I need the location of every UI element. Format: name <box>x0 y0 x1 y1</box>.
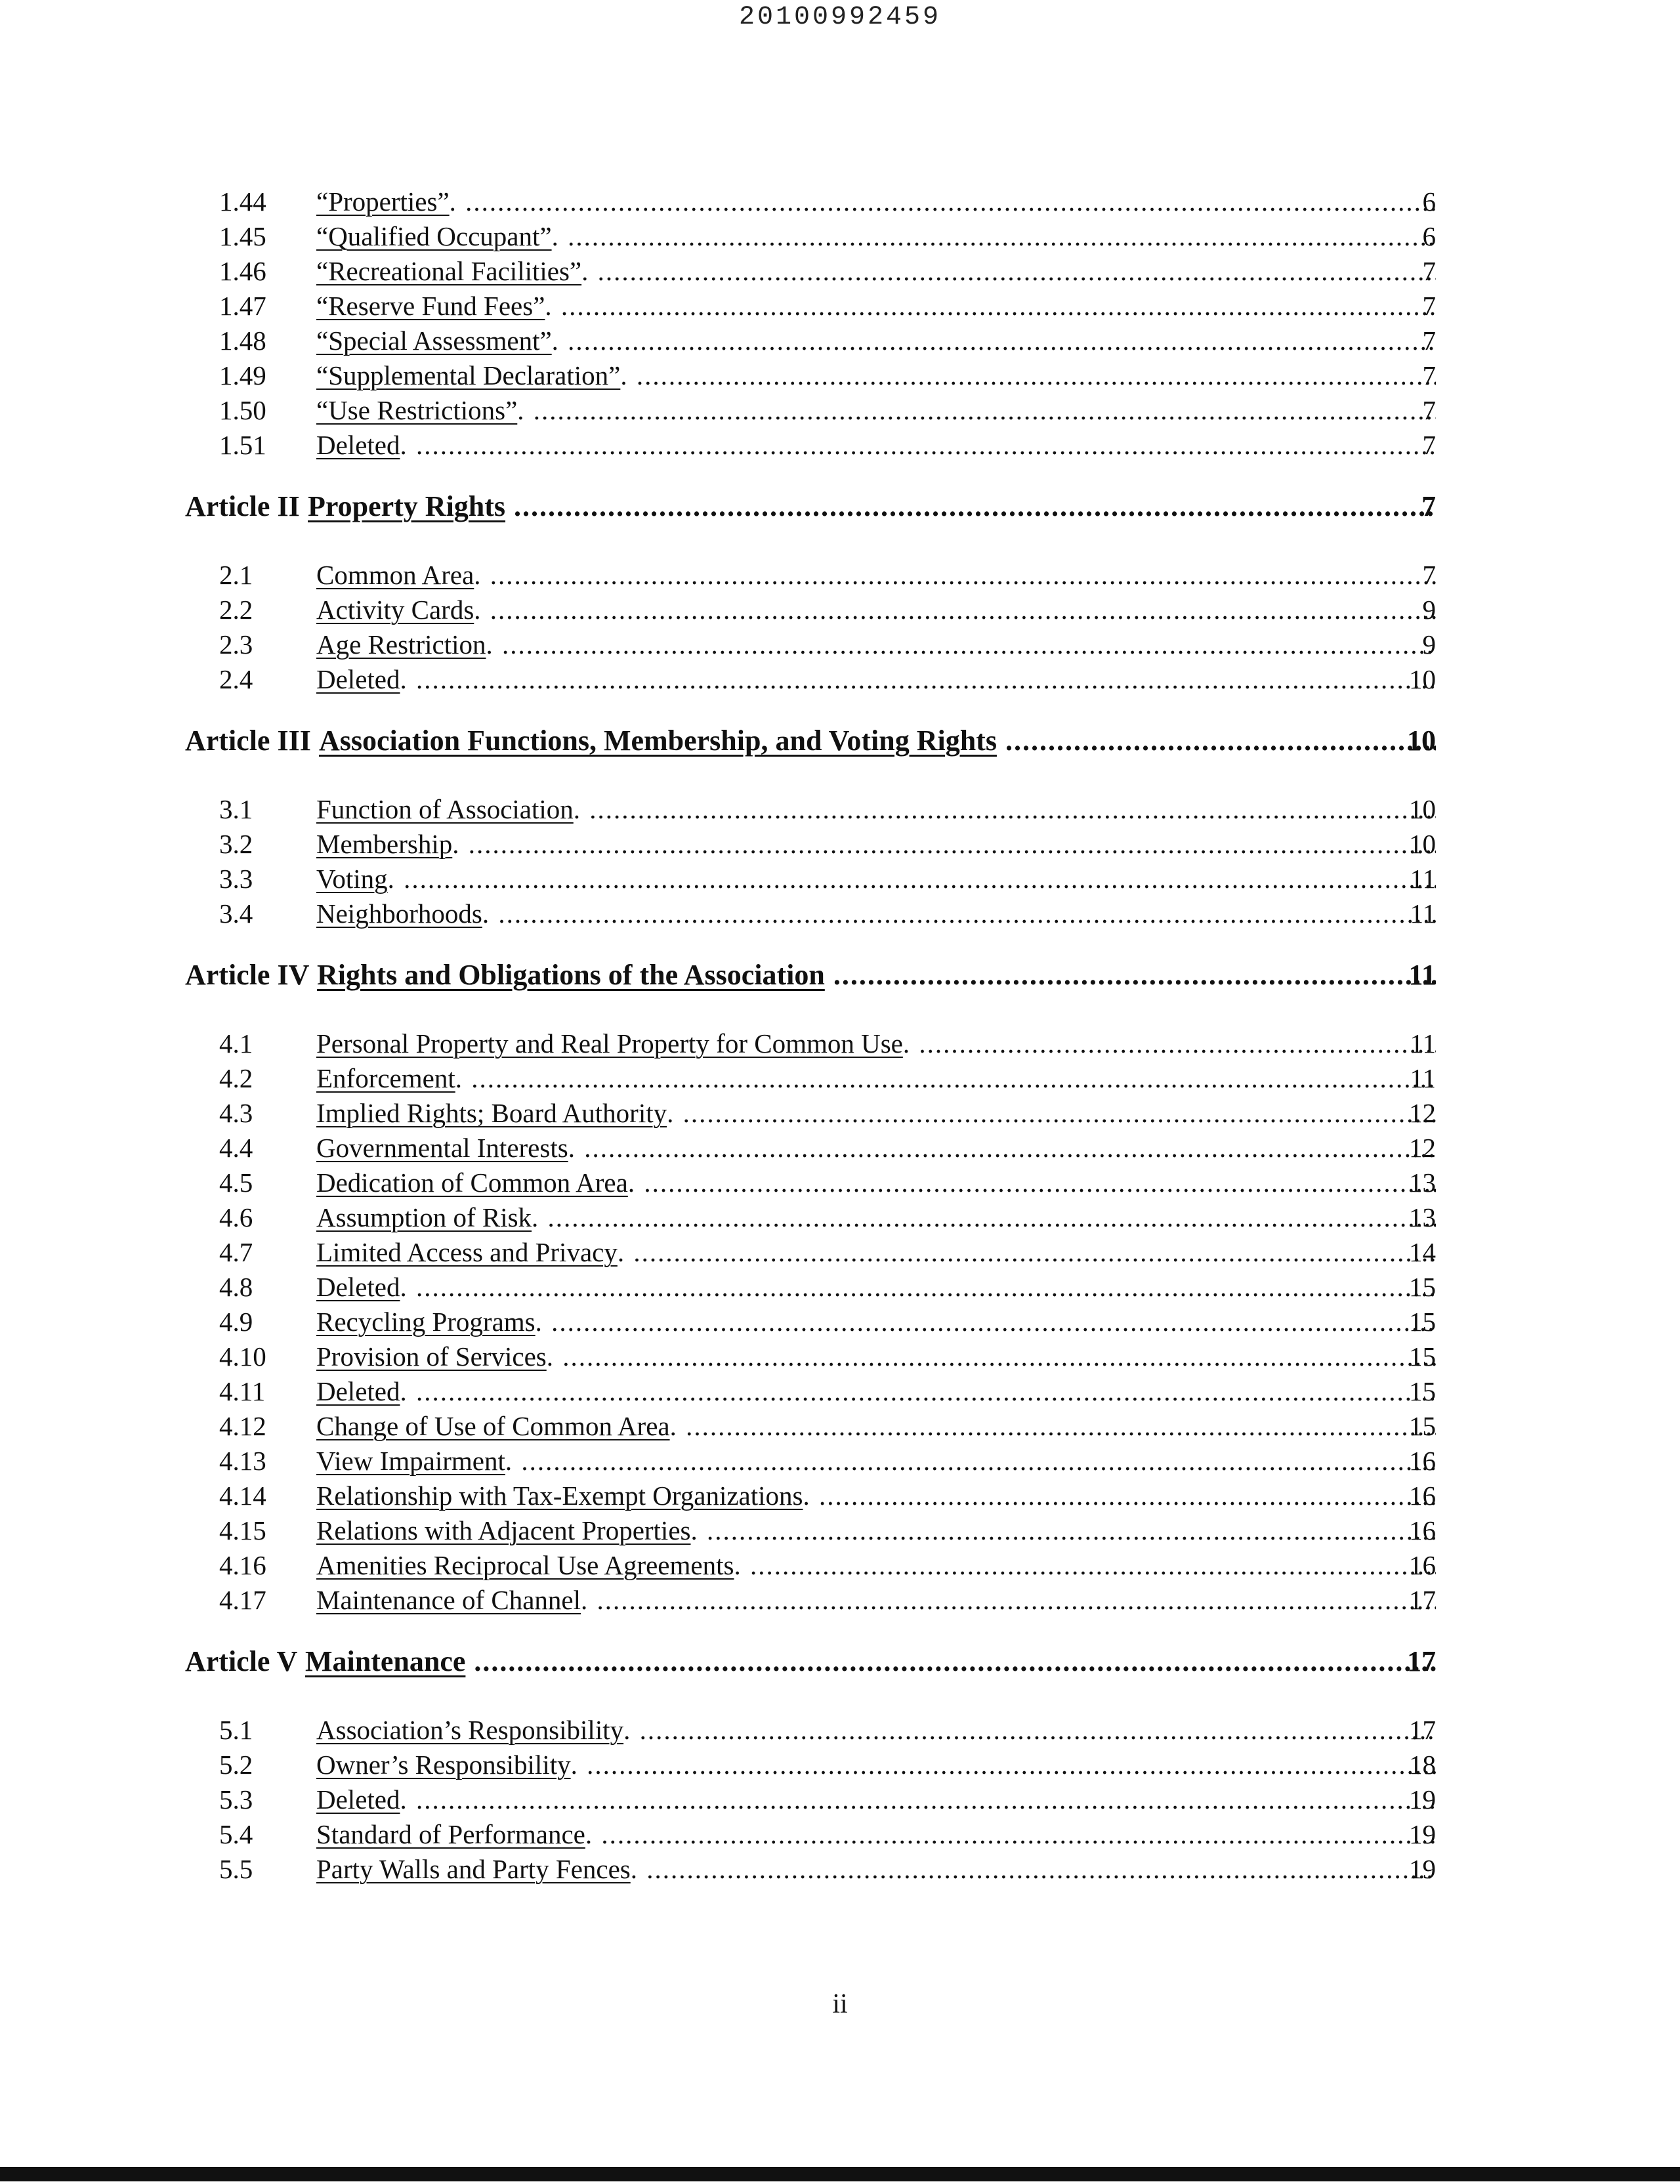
section-page-number: 19 <box>1409 1819 1436 1849</box>
toc-entry[interactable] <box>0 1166 1680 1200</box>
section-title[interactable]: “Supplemental Declaration” <box>316 360 621 390</box>
section-title-line: “Reserve Fund Fees”. ..... <box>316 289 1436 324</box>
section-title[interactable]: Function of Association <box>316 794 574 824</box>
toc-entry[interactable] <box>0 289 1680 324</box>
section-number: 4.2 <box>219 1063 253 1093</box>
section-number: 4.6 <box>219 1202 253 1232</box>
section-title[interactable]: Owner’s Responsibility <box>316 1750 571 1780</box>
section-number: 4.1 <box>219 1028 253 1059</box>
section-title-line: “Recreational Facilities”. ..... <box>316 254 1436 289</box>
section-title[interactable]: Common Area <box>316 560 474 590</box>
section-number: 2.4 <box>219 664 253 694</box>
section-title[interactable]: “Reserve Fund Fees” <box>316 291 545 321</box>
toc-entry[interactable] <box>0 1479 1680 1513</box>
section-title[interactable]: Deleted <box>316 664 400 694</box>
section-title[interactable]: Association’s Responsibility <box>316 1715 624 1745</box>
section-page-number: 18 <box>1409 1750 1436 1780</box>
toc-entry[interactable] <box>0 428 1680 463</box>
section-page-number: 12 <box>1409 1133 1436 1163</box>
section-title-line: Age Restriction. ..... <box>316 627 1436 662</box>
toc-entry[interactable] <box>0 1131 1680 1166</box>
toc-entry[interactable] <box>0 1444 1680 1479</box>
toc-entry[interactable] <box>0 1817 1680 1852</box>
section-title-line: Owner’s Responsibility. ..... <box>316 1748 1436 1782</box>
toc-entry[interactable] <box>0 862 1680 896</box>
section-title-line: Amenities Reciprocal Use Agreements. ..... <box>316 1548 1436 1583</box>
article-title-line <box>308 486 1436 527</box>
section-title-line: “Use Restrictions”. ..... <box>316 393 1436 428</box>
section-title[interactable]: Deleted <box>316 430 400 460</box>
section-number: 4.8 <box>219 1272 253 1302</box>
article-heading[interactable] <box>0 721 1680 761</box>
section-number: 1.51 <box>219 430 266 460</box>
article-page-number: 11 <box>1408 959 1436 991</box>
toc-entry[interactable] <box>0 1026 1680 1061</box>
section-title-line: Deleted. ..... <box>316 662 1436 697</box>
section-title[interactable]: Amenities Reciprocal Use Agreements <box>316 1550 734 1580</box>
article-title[interactable]: Association Functions, Membership, and Voting Rights <box>319 724 997 757</box>
section-title-line: View Impairment. ..... <box>316 1444 1436 1479</box>
section-title[interactable]: Implied Rights; Board Authority <box>316 1098 667 1128</box>
section-page-number: 15 <box>1409 1376 1436 1406</box>
toc-entry[interactable] <box>0 827 1680 862</box>
scan-edge-bar <box>0 2167 1680 2181</box>
section-title-line: Dedication of Common Area. ..... <box>316 1166 1436 1200</box>
toc-entry[interactable] <box>0 1782 1680 1817</box>
section-number: 4.15 <box>219 1515 266 1545</box>
toc-entry[interactable] <box>0 1583 1680 1618</box>
toc-entry[interactable] <box>0 324 1680 358</box>
section-title-line: Standard of Performance. ..... <box>316 1817 1436 1852</box>
section-title-line: Governmental Interests. ..... <box>316 1131 1436 1166</box>
toc-entry[interactable] <box>0 896 1680 931</box>
section-number: 5.3 <box>219 1784 253 1815</box>
toc-entry[interactable] <box>0 1713 1680 1748</box>
toc-entry[interactable] <box>0 358 1680 393</box>
section-title-line: Voting. ..... <box>316 862 1436 896</box>
section-page-number: 9 <box>1422 595 1436 625</box>
section-number: 4.7 <box>219 1237 253 1267</box>
article-title-line <box>319 721 1436 761</box>
section-title[interactable]: Personal Property and Real Property for Common Use <box>316 1028 903 1059</box>
section-number: 4.11 <box>219 1376 266 1406</box>
toc-entry[interactable] <box>0 1235 1680 1270</box>
document-number: 20100992459 <box>738 3 942 32</box>
section-number: 1.44 <box>219 186 266 217</box>
section-title[interactable]: Standard of Performance <box>316 1819 585 1849</box>
section-number: 1.47 <box>219 291 266 321</box>
section-title-line: Enforcement. ..... <box>316 1061 1436 1096</box>
toc-entry[interactable] <box>0 254 1680 289</box>
article-title[interactable]: Rights and Obligations of the Association <box>317 959 825 991</box>
section-page-number: 10 <box>1409 664 1436 694</box>
section-number: 4.16 <box>219 1550 266 1580</box>
section-title-line: Implied Rights; Board Authority. ..... <box>316 1096 1436 1131</box>
section-title[interactable]: View Impairment <box>316 1446 505 1476</box>
article-heading[interactable] <box>0 1641 1680 1682</box>
toc-entry[interactable] <box>0 1339 1680 1374</box>
toc-entry[interactable] <box>0 593 1680 627</box>
section-title[interactable]: Activity Cards <box>316 595 474 625</box>
section-title-line: Deleted. ..... <box>316 1270 1436 1305</box>
toc-entry[interactable] <box>0 1305 1680 1339</box>
toc-entry[interactable] <box>0 1061 1680 1096</box>
article-heading[interactable] <box>0 486 1680 527</box>
section-number: 2.1 <box>219 560 253 590</box>
toc-entry[interactable] <box>0 1200 1680 1235</box>
section-title[interactable]: Deleted <box>316 1784 400 1815</box>
toc-entry[interactable] <box>0 1513 1680 1548</box>
section-page-number: 16 <box>1409 1446 1436 1476</box>
section-page-number: 11 <box>1410 864 1436 894</box>
toc-entry[interactable] <box>0 1270 1680 1305</box>
section-title[interactable]: Dedication of Common Area <box>316 1167 628 1198</box>
section-number: 3.1 <box>219 794 253 824</box>
section-title[interactable]: Relations with Adjacent Properties <box>316 1515 691 1545</box>
section-title-line: Recycling Programs. ..... <box>316 1305 1436 1339</box>
toc-entry[interactable] <box>0 1409 1680 1444</box>
section-title-line: “Special Assessment”. ..... <box>316 324 1436 358</box>
section-title[interactable]: Recycling Programs <box>316 1307 536 1337</box>
section-page-number: 6 <box>1422 221 1436 251</box>
section-number: 5.1 <box>219 1715 253 1745</box>
section-title[interactable]: Relationship with Tax-Exempt Organizations <box>316 1480 803 1511</box>
section-title-line: Assumption of Risk. ..... <box>316 1200 1436 1235</box>
section-title-line: Deleted. ..... <box>316 1782 1436 1817</box>
section-number: 2.3 <box>219 629 253 660</box>
section-title-line: Membership. ..... <box>316 827 1436 862</box>
section-title[interactable]: “Recreational Facilities” <box>316 256 582 286</box>
article-heading[interactable] <box>0 955 1680 996</box>
section-title[interactable]: “Qualified Occupant” <box>316 221 552 251</box>
toc-entry[interactable] <box>0 662 1680 697</box>
section-number: 3.4 <box>219 898 253 929</box>
section-number: 1.49 <box>219 360 266 390</box>
article-page-number: 7 <box>1421 490 1436 522</box>
toc-entry[interactable] <box>0 627 1680 662</box>
section-number: 1.45 <box>219 221 266 251</box>
section-page-number: 19 <box>1409 1784 1436 1815</box>
section-title-line: “Qualified Occupant”. ..... <box>316 219 1436 254</box>
section-page-number: 14 <box>1409 1237 1436 1267</box>
section-title-line: Relationship with Tax-Exempt Organizations. ..... <box>316 1479 1436 1513</box>
section-number: 4.5 <box>219 1167 253 1198</box>
section-page-number: 9 <box>1422 629 1436 660</box>
section-title-line: Personal Property and Real Property for Common Use. ..... <box>316 1026 1436 1061</box>
article-page-number: 10 <box>1407 724 1436 757</box>
section-title[interactable]: Change of Use of Common Area <box>316 1411 670 1441</box>
section-page-number: 11 <box>1410 1063 1436 1093</box>
section-page-number: 15 <box>1409 1307 1436 1337</box>
section-page-number: 16 <box>1409 1550 1436 1580</box>
article-title-line <box>305 1641 1436 1682</box>
article-label: Article III <box>185 724 311 757</box>
article-title[interactable]: Maintenance <box>305 1645 466 1677</box>
section-title[interactable]: Voting <box>316 864 388 894</box>
section-page-number: 12 <box>1409 1098 1436 1128</box>
article-label: Article II <box>185 490 300 522</box>
article-label: Article IV <box>185 959 310 991</box>
section-page-number: 19 <box>1409 1854 1436 1884</box>
section-page-number: 11 <box>1410 898 1436 929</box>
section-page-number: 17 <box>1409 1585 1436 1615</box>
section-title[interactable]: Deleted <box>316 1272 400 1302</box>
toc-entry[interactable] <box>0 1748 1680 1782</box>
section-page-number: 15 <box>1409 1272 1436 1302</box>
section-title[interactable]: Maintenance of Channel <box>316 1585 581 1615</box>
section-page-number: 15 <box>1409 1411 1436 1441</box>
toc-entry[interactable] <box>0 1852 1680 1887</box>
section-title-line: Association’s Responsibility. ..... <box>316 1713 1436 1748</box>
section-title[interactable]: Party Walls and Party Fences <box>316 1854 631 1884</box>
toc-entry[interactable] <box>0 1096 1680 1131</box>
section-title-line: Deleted. ..... <box>316 428 1436 463</box>
section-title-line: Deleted. ..... <box>316 1374 1436 1409</box>
section-title[interactable]: “Special Assessment” <box>316 326 552 356</box>
section-number: 4.3 <box>219 1098 253 1128</box>
section-number: 4.14 <box>219 1480 266 1511</box>
section-page-number: 7 <box>1422 560 1436 590</box>
section-page-number: 13 <box>1409 1202 1436 1232</box>
section-title[interactable]: Age Restriction <box>316 629 486 660</box>
section-title[interactable]: Neighborhoods <box>316 898 482 929</box>
section-number: 1.50 <box>219 395 266 425</box>
section-title-line: “Supplemental Declaration”. ..... <box>316 358 1436 393</box>
section-title[interactable]: Assumption of Risk <box>316 1202 532 1232</box>
section-title-line: Common Area. ..... <box>316 558 1436 593</box>
section-title-line: Neighborhoods. ..... <box>316 896 1436 931</box>
section-title[interactable]: Enforcement <box>316 1063 455 1093</box>
page-number: ii <box>832 1989 848 2019</box>
section-number: 4.17 <box>219 1585 266 1615</box>
section-number: 3.3 <box>219 864 253 894</box>
section-page-number: 16 <box>1409 1480 1436 1511</box>
section-title-line: Function of Association. ..... <box>316 792 1436 827</box>
section-title[interactable]: Limited Access and Privacy <box>316 1237 618 1267</box>
section-title-line: Change of Use of Common Area. ..... <box>316 1409 1436 1444</box>
section-page-number: 7 <box>1422 430 1436 460</box>
toc-entry[interactable] <box>0 393 1680 428</box>
section-page-number: 7 <box>1422 395 1436 425</box>
table-of-contents <box>0 184 1680 1887</box>
section-page-number: 15 <box>1409 1341 1436 1372</box>
section-page-number: 13 <box>1409 1167 1436 1198</box>
section-number: 5.4 <box>219 1819 253 1849</box>
section-title[interactable]: Provision of Services <box>316 1341 547 1372</box>
section-title-line: Party Walls and Party Fences. ..... <box>316 1852 1436 1887</box>
section-title[interactable]: “Use Restrictions” <box>316 395 518 425</box>
section-title-line: Limited Access and Privacy. ..... <box>316 1235 1436 1270</box>
toc-entry[interactable] <box>0 558 1680 593</box>
section-title[interactable]: “Properties” <box>316 186 450 217</box>
section-page-number: 7 <box>1422 360 1436 390</box>
section-title-line: “Properties”. ..... <box>316 184 1436 219</box>
section-title-line: Maintenance of Channel. ..... <box>316 1583 1436 1618</box>
section-number: 1.46 <box>219 256 266 286</box>
section-number: 1.48 <box>219 326 266 356</box>
section-number: 3.2 <box>219 829 253 859</box>
section-title-line: Activity Cards. ..... <box>316 593 1436 627</box>
section-number: 4.12 <box>219 1411 266 1441</box>
section-title-line: Relations with Adjacent Properties. ..... <box>316 1513 1436 1548</box>
section-number: 5.5 <box>219 1854 253 1884</box>
section-number: 5.2 <box>219 1750 253 1780</box>
section-page-number: 11 <box>1410 1028 1436 1059</box>
toc-entry[interactable] <box>0 184 1680 219</box>
section-page-number: 16 <box>1409 1515 1436 1545</box>
toc-entry[interactable] <box>0 792 1680 827</box>
section-title[interactable]: Governmental Interests <box>316 1133 568 1163</box>
section-number: 4.4 <box>219 1133 253 1163</box>
section-page-number: 7 <box>1422 256 1436 286</box>
section-page-number: 7 <box>1422 326 1436 356</box>
section-page-number: 17 <box>1409 1715 1436 1745</box>
section-page-number: 10 <box>1409 794 1436 824</box>
toc-entry[interactable] <box>0 1374 1680 1409</box>
toc-entry[interactable] <box>0 1548 1680 1583</box>
section-number: 4.9 <box>219 1307 253 1337</box>
section-title-line: Provision of Services. ..... <box>316 1339 1436 1374</box>
article-title[interactable]: Property Rights <box>308 490 506 522</box>
section-number: 4.13 <box>219 1446 266 1476</box>
article-page-number: 17 <box>1407 1645 1436 1677</box>
toc-entry[interactable] <box>0 219 1680 254</box>
section-title[interactable]: Membership <box>316 829 453 859</box>
section-title[interactable]: Deleted <box>316 1376 400 1406</box>
section-page-number: 10 <box>1409 829 1436 859</box>
article-title-line <box>317 955 1436 996</box>
section-number: 2.2 <box>219 595 253 625</box>
article-label: Article V <box>185 1645 298 1677</box>
section-number: 4.10 <box>219 1341 266 1372</box>
section-page-number: 7 <box>1422 291 1436 321</box>
section-page-number: 6 <box>1422 186 1436 217</box>
